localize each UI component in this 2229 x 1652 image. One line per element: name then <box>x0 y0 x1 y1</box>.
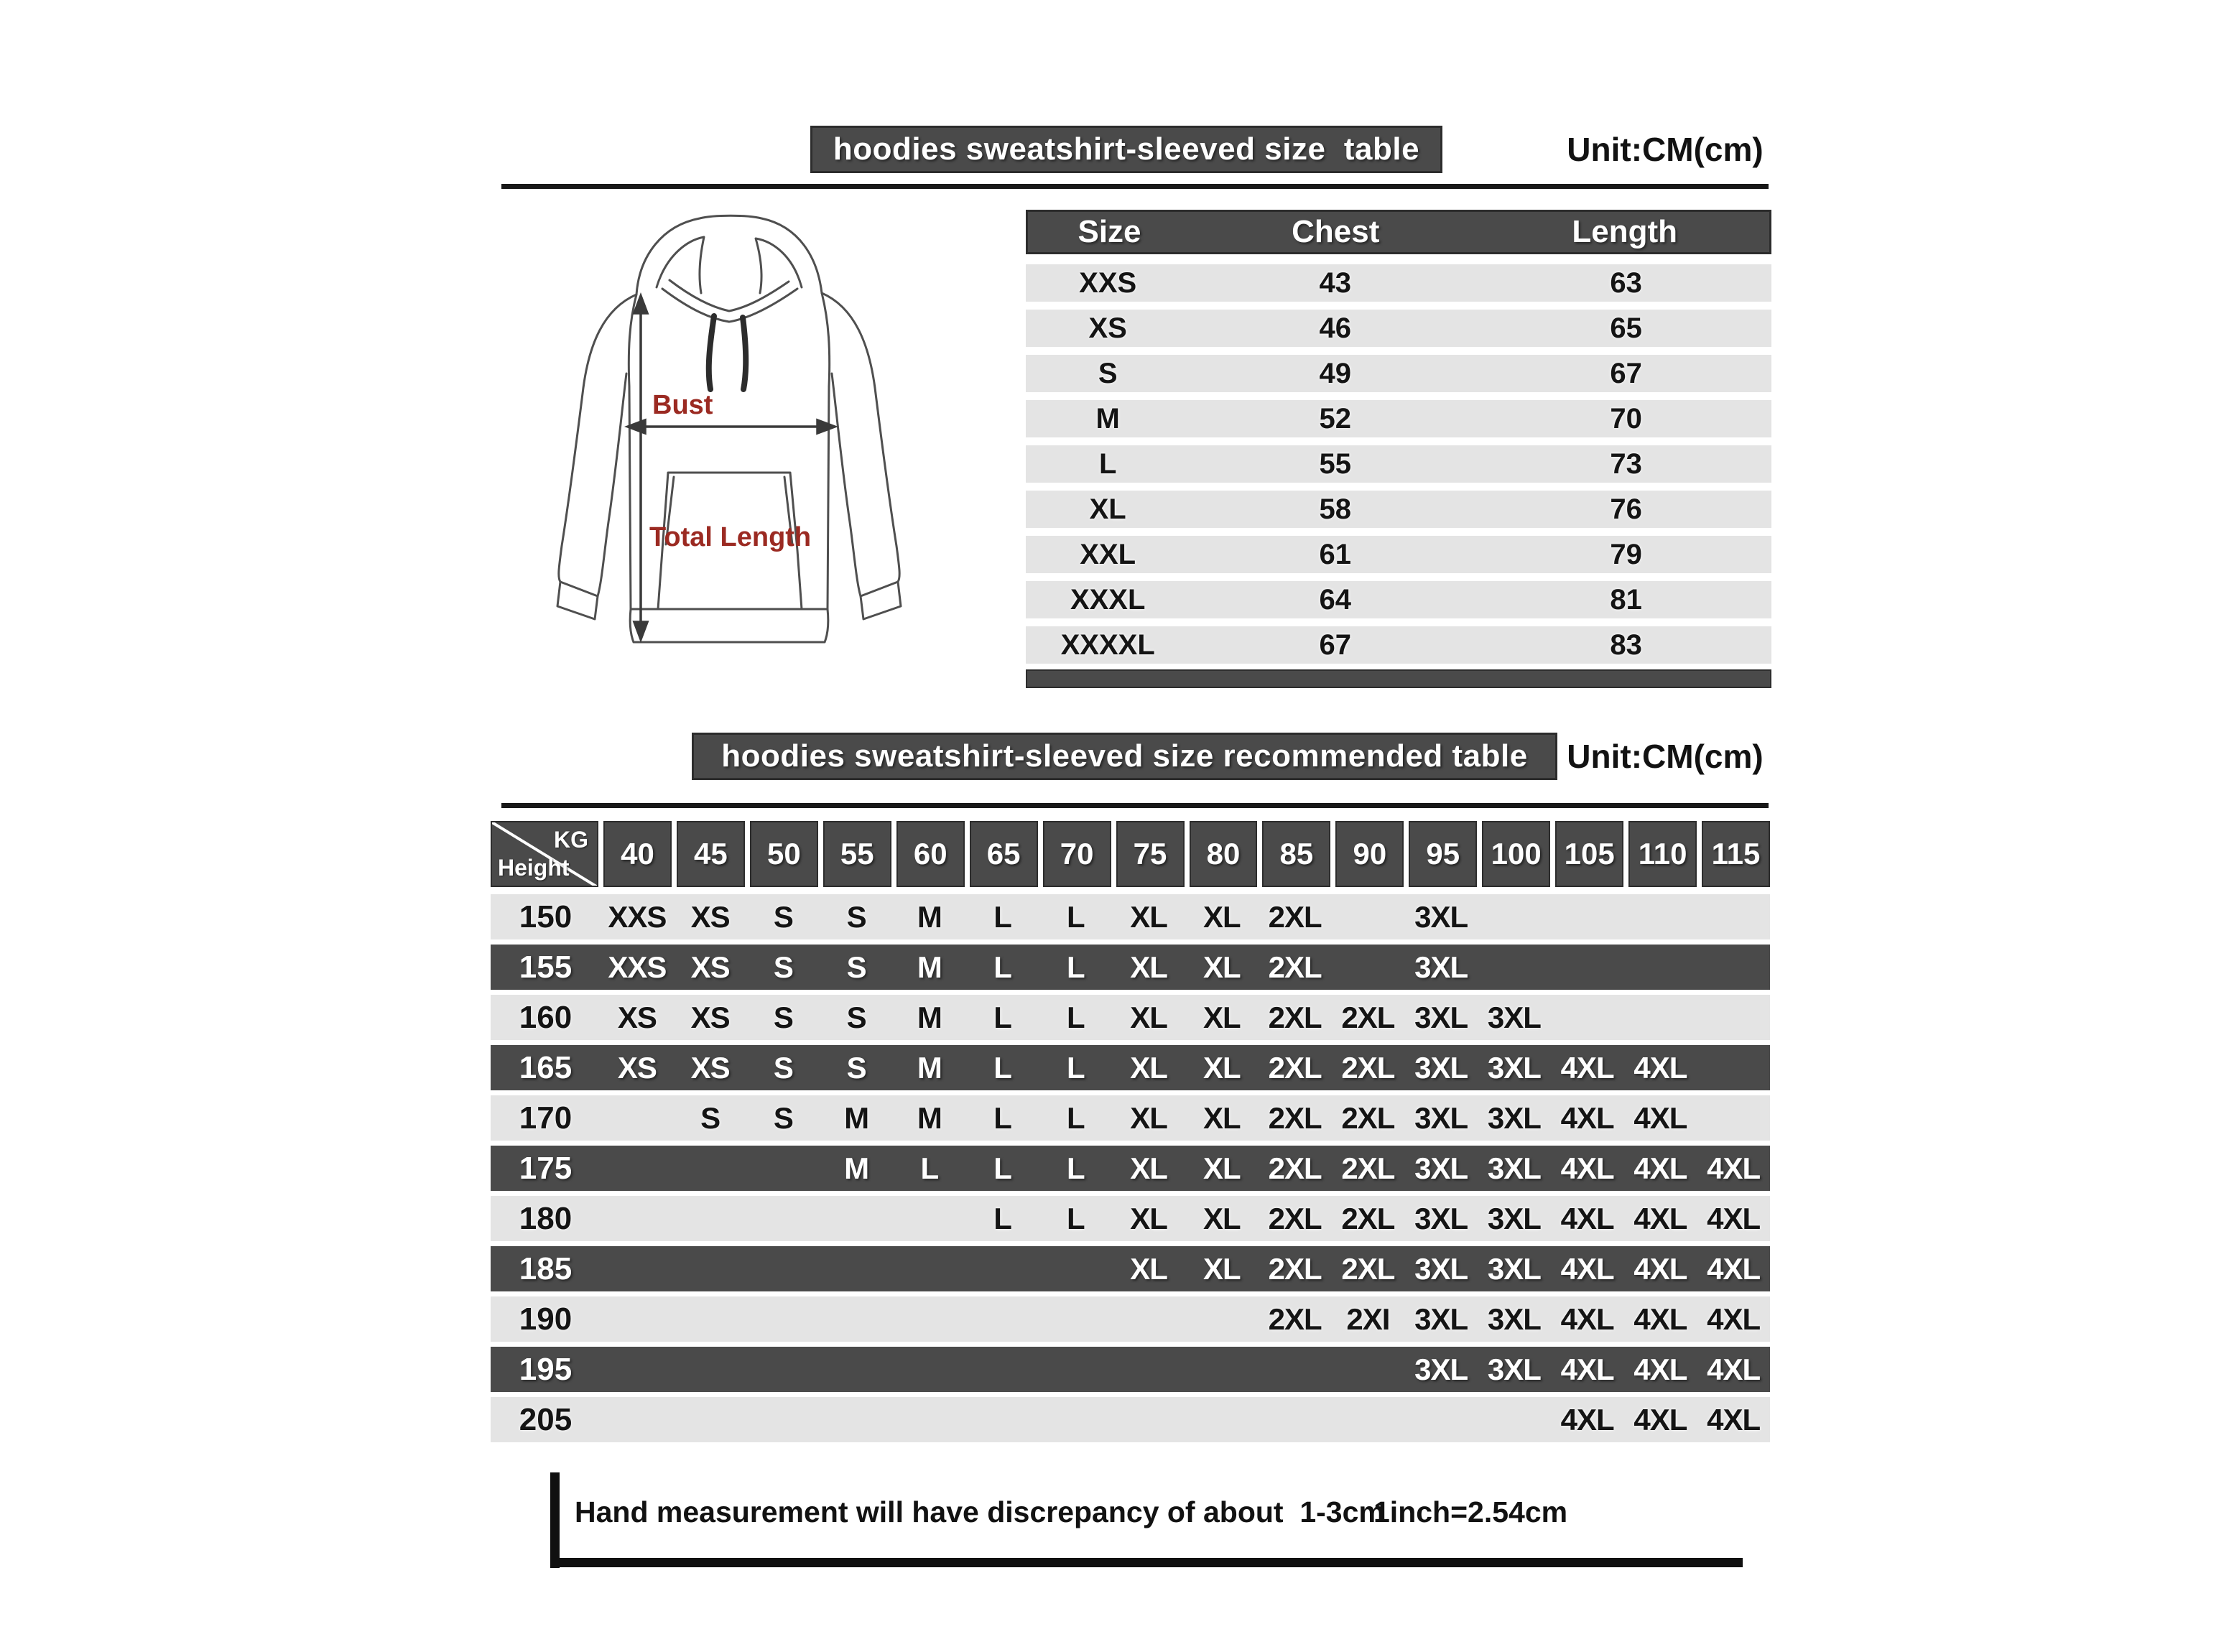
matrix-row <box>491 1045 1770 1090</box>
height-label: Height <box>498 855 570 881</box>
matrix-cell: 4XL <box>1633 1301 1687 1336</box>
matrix-cell: L <box>920 1151 939 1185</box>
matrix-row <box>491 1146 1770 1191</box>
matrix-cell: L <box>993 1201 1011 1235</box>
matrix-cell: 4XL <box>1560 1301 1614 1336</box>
matrix-cell: 3XL <box>1414 1050 1468 1085</box>
matrix-cell: 2XL <box>1268 899 1322 934</box>
matrix-cell: S <box>846 1050 866 1085</box>
matrix-cell: 3XL <box>1487 1251 1541 1286</box>
matrix-cell: 4XL <box>1633 1151 1687 1185</box>
matrix-cell: 4XL <box>1560 1402 1614 1437</box>
matrix-cell: 4XL <box>1707 1352 1761 1386</box>
matrix-cell: 3XL <box>1487 1352 1541 1386</box>
matrix-cell: 4XL <box>1560 1151 1614 1185</box>
size-table-footer-bar <box>1026 669 1771 688</box>
length-cell: 79 <box>1610 538 1642 570</box>
length-cell: 67 <box>1610 357 1642 389</box>
matrix-cell: L <box>1067 950 1085 984</box>
matrix-cell: XL <box>1130 950 1167 984</box>
hood-opening-right <box>756 238 802 293</box>
weight-column-header: 110 <box>1628 821 1697 887</box>
weight-column-header: 60 <box>896 821 965 887</box>
size-table-title-bar <box>810 126 1442 173</box>
recommended-table-title-bar <box>692 733 1557 780</box>
matrix-cell: 3XL <box>1414 1000 1468 1034</box>
chest-cell: 46 <box>1319 312 1352 344</box>
unit-label-top: Unit:CM(cm) <box>1567 131 1764 168</box>
matrix-cell: S <box>846 899 866 934</box>
matrix-cell: L <box>993 950 1011 984</box>
right-sleeve <box>822 293 899 596</box>
footnote-accent-bar <box>550 1472 560 1568</box>
matrix-cell: 3XL <box>1414 950 1468 984</box>
matrix-cell: XS <box>690 1000 730 1034</box>
matrix-cell: 4XL <box>1633 1050 1687 1085</box>
matrix-cell: XL <box>1130 1251 1167 1286</box>
matrix-cell: XS <box>690 1050 730 1085</box>
matrix-cell: 2XL <box>1268 1100 1322 1135</box>
matrix-cell: L <box>1067 1000 1085 1034</box>
matrix-row <box>491 995 1770 1040</box>
size-table-header <box>1026 210 1771 254</box>
matrix-cell: 3XL <box>1414 1100 1468 1135</box>
length-cell: 63 <box>1610 266 1642 299</box>
matrix-cell: L <box>1067 899 1085 934</box>
matrix-cell: 4XL <box>1560 1352 1614 1386</box>
matrix-cell: XL <box>1203 1151 1241 1185</box>
matrix-cell: 3XL <box>1414 1151 1468 1185</box>
size-cell: XXS <box>1079 266 1137 299</box>
matrix-cell: 2XL <box>1341 1151 1395 1185</box>
matrix-cell: S <box>773 1100 793 1135</box>
length-cell: 83 <box>1610 628 1642 661</box>
height-value-cell: 165 <box>519 1049 573 1085</box>
chest-cell: 61 <box>1319 538 1352 570</box>
kg-label: KG <box>554 827 588 853</box>
matrix-cell: S <box>773 1000 793 1034</box>
matrix-row <box>491 894 1770 939</box>
matrix-cell: XL <box>1203 1100 1241 1135</box>
matrix-cell: 3XL <box>1487 1100 1541 1135</box>
size-table-column-header: Size <box>1078 214 1141 249</box>
chest-cell: 55 <box>1319 447 1352 480</box>
size-table-title: hoodies sweatshirt-sleeved size table <box>833 131 1420 167</box>
matrix-cell: 2XL <box>1341 1100 1395 1135</box>
matrix-cell: L <box>993 1050 1011 1085</box>
size-table-row <box>1026 536 1771 573</box>
matrix-cell: XL <box>1203 1050 1241 1085</box>
body-left-edge <box>629 294 636 609</box>
weight-column-header: 40 <box>603 821 672 887</box>
matrix-cell: S <box>773 899 793 934</box>
matrix-cell: M <box>844 1100 869 1135</box>
height-value-cell: 170 <box>519 1100 573 1136</box>
matrix-cell: 3XL <box>1487 1000 1541 1034</box>
matrix-cell: 3XL <box>1414 1301 1468 1336</box>
matrix-cell: 3XL <box>1414 899 1468 934</box>
matrix-cell: M <box>917 899 942 934</box>
matrix-header-row <box>491 821 1770 887</box>
size-table-row <box>1026 264 1771 302</box>
matrix-cell: M <box>917 1000 942 1034</box>
matrix-row <box>491 1196 1770 1241</box>
hood-outline <box>636 215 822 294</box>
size-cell: S <box>1098 357 1118 389</box>
body-right-edge <box>822 293 830 609</box>
length-cell: 70 <box>1610 402 1642 435</box>
matrix-cell: 3XL <box>1487 1301 1541 1336</box>
length-cell: 73 <box>1610 447 1642 480</box>
matrix-cell: 2XL <box>1341 1201 1395 1235</box>
collar-v-line <box>662 289 797 322</box>
matrix-cell: L <box>993 1000 1011 1034</box>
matrix-cell: XS <box>690 950 730 984</box>
matrix-cell: S <box>846 1000 866 1034</box>
size-cell: XS <box>1088 312 1127 344</box>
size-table-column-header: Length <box>1572 214 1678 249</box>
matrix-cell: XL <box>1130 1000 1167 1034</box>
matrix-cell: 4XL <box>1633 1100 1687 1135</box>
hood-opening-left <box>657 237 704 293</box>
matrix-cell: L <box>1067 1100 1085 1135</box>
matrix-cell: 4XL <box>1560 1050 1614 1085</box>
divider-line-middle <box>501 803 1769 808</box>
height-value-cell: 195 <box>519 1351 573 1387</box>
matrix-cell: M <box>917 1100 942 1135</box>
weight-column-header: 75 <box>1116 821 1185 887</box>
weight-column-header: 105 <box>1555 821 1623 887</box>
height-value-cell: 180 <box>519 1200 573 1236</box>
matrix-cell: XL <box>1130 1050 1167 1085</box>
matrix-cell: XL <box>1130 899 1167 934</box>
matrix-cell: 4XL <box>1707 1301 1761 1336</box>
matrix-cell: 4XL <box>1707 1201 1761 1235</box>
matrix-cell: 4XL <box>1560 1201 1614 1235</box>
matrix-cell: 2XL <box>1268 1201 1322 1235</box>
matrix-cell: 3XL <box>1414 1201 1468 1235</box>
height-value-cell: 205 <box>519 1401 573 1437</box>
matrix-cell: L <box>1067 1201 1085 1235</box>
divider-line-top <box>501 184 1769 189</box>
matrix-cell: 2XL <box>1341 1050 1395 1085</box>
size-table-column-header: Chest <box>1292 214 1380 249</box>
recommended-table-title: hoodies sweatshirt-sleeved size recommended table <box>721 738 1528 774</box>
matrix-cell: XS <box>617 1050 657 1085</box>
matrix-cell: XL <box>1130 1100 1167 1135</box>
footnote-underline <box>550 1558 1743 1567</box>
chest-cell: 43 <box>1319 266 1352 299</box>
matrix-cell: S <box>773 1050 793 1085</box>
height-value-cell: 155 <box>519 949 573 985</box>
kg-height-corner-cell <box>491 821 598 887</box>
hem-band <box>630 609 828 642</box>
height-value-cell: 175 <box>519 1150 573 1186</box>
matrix-cell: S <box>846 950 866 984</box>
matrix-row <box>491 1397 1770 1442</box>
matrix-cell: XS <box>690 899 730 934</box>
matrix-cell: L <box>993 1100 1011 1135</box>
matrix-cell: XL <box>1203 950 1241 984</box>
matrix-row <box>491 945 1770 990</box>
matrix-cell: 2XL <box>1268 1151 1322 1185</box>
matrix-cell: XL <box>1203 1251 1241 1286</box>
matrix-cell: 3XL <box>1487 1201 1541 1235</box>
matrix-cell: 2XL <box>1268 1251 1322 1286</box>
matrix-cell: 2XL <box>1268 950 1322 984</box>
matrix-cell: L <box>1067 1151 1085 1185</box>
chest-cell: 52 <box>1319 402 1352 435</box>
size-measurement-table <box>1026 210 1771 688</box>
weight-column-header: 100 <box>1482 821 1550 887</box>
hoodie-diagram <box>516 207 943 715</box>
matrix-cell: 4XL <box>1707 1251 1761 1286</box>
weight-column-header: 95 <box>1409 821 1477 887</box>
size-table-row <box>1026 355 1771 392</box>
matrix-cell: 4XL <box>1560 1100 1614 1135</box>
size-recommendation-table <box>491 821 1770 1447</box>
size-cell: XL <box>1089 493 1126 525</box>
weight-column-header: 80 <box>1190 821 1258 887</box>
matrix-cell: 2XL <box>1268 1301 1322 1336</box>
size-table-row <box>1026 491 1771 528</box>
weight-column-header: 50 <box>750 821 818 887</box>
footnote-text: Hand measurement will have discrepancy of about 1-3cm <box>575 1495 1385 1528</box>
chest-cell: 67 <box>1319 628 1352 661</box>
height-value-cell: 185 <box>519 1250 573 1286</box>
height-value-cell: 160 <box>519 999 573 1035</box>
size-cell: XXXL <box>1070 583 1146 616</box>
length-cell: 76 <box>1610 493 1642 525</box>
size-cell: XXL <box>1080 538 1136 570</box>
matrix-cell: XL <box>1203 1000 1241 1034</box>
matrix-cell: 2XL <box>1268 1050 1322 1085</box>
size-cell: XXXXL <box>1060 628 1155 661</box>
matrix-cell: 3XL <box>1414 1352 1468 1386</box>
weight-column-header: 115 <box>1702 821 1770 887</box>
height-value-cell: 150 <box>519 899 573 934</box>
matrix-cell: XL <box>1203 899 1241 934</box>
weight-column-header: 70 <box>1043 821 1111 887</box>
chest-cell: 49 <box>1319 357 1352 389</box>
length-cell: 81 <box>1610 583 1642 616</box>
matrix-cell: 2XL <box>1268 1000 1322 1034</box>
chest-cell: 64 <box>1319 583 1352 616</box>
height-value-cell: 190 <box>519 1301 573 1337</box>
matrix-cell: 2XL <box>1341 1000 1395 1034</box>
matrix-row <box>491 1347 1770 1392</box>
unit-label-middle: Unit:CM(cm) <box>1567 738 1764 775</box>
matrix-cell: 4XL <box>1707 1402 1761 1437</box>
size-table-row <box>1026 581 1771 618</box>
matrix-cell: XL <box>1203 1201 1241 1235</box>
drawstrings <box>709 316 746 389</box>
size-table-row <box>1026 400 1771 437</box>
size-table-row <box>1026 626 1771 664</box>
size-cell: L <box>1098 447 1117 480</box>
matrix-cell: L <box>1067 1050 1085 1085</box>
matrix-cell: M <box>917 1050 942 1085</box>
left-sleeve <box>559 294 636 596</box>
weight-column-header: 65 <box>970 821 1038 887</box>
matrix-cell: 4XL <box>1560 1251 1614 1286</box>
matrix-cell: L <box>993 899 1011 934</box>
matrix-cell: 2XI <box>1346 1301 1390 1336</box>
weight-column-header: 85 <box>1262 821 1330 887</box>
matrix-cell: 4XL <box>1633 1402 1687 1437</box>
size-table-row <box>1026 445 1771 483</box>
matrix-cell: 3XL <box>1414 1251 1468 1286</box>
matrix-cell: M <box>917 950 942 984</box>
matrix-cell: L <box>993 1151 1011 1185</box>
matrix-cell: 3XL <box>1487 1151 1541 1185</box>
size-table-row <box>1026 310 1771 347</box>
matrix-cell: 2XL <box>1341 1251 1395 1286</box>
matrix-cell: XL <box>1130 1151 1167 1185</box>
weight-column-header: 55 <box>823 821 891 887</box>
matrix-row <box>491 1246 1770 1291</box>
matrix-cell: 4XL <box>1633 1352 1687 1386</box>
total-length-label: Total Length <box>649 522 812 552</box>
weight-column-header: 45 <box>677 821 745 887</box>
matrix-row <box>491 1296 1770 1342</box>
matrix-cell: XS <box>617 1000 657 1034</box>
bust-label: Bust <box>652 390 713 420</box>
matrix-rows <box>491 894 1770 1442</box>
matrix-cell: M <box>844 1151 869 1185</box>
weight-column-header: 90 <box>1335 821 1404 887</box>
matrix-cell: XXS <box>608 899 667 934</box>
matrix-cell: 4XL <box>1633 1251 1687 1286</box>
length-cell: 65 <box>1610 312 1642 344</box>
size-table-rows <box>1026 264 1771 664</box>
chest-cell: 58 <box>1319 493 1352 525</box>
matrix-cell: 4XL <box>1633 1201 1687 1235</box>
matrix-row <box>491 1095 1770 1141</box>
matrix-cell: 4XL <box>1707 1151 1761 1185</box>
footnote-conversion: 1inch=2.54cm <box>1373 1495 1568 1528</box>
matrix-cell: XL <box>1130 1201 1167 1235</box>
matrix-cell: S <box>773 950 793 984</box>
matrix-cell: 3XL <box>1487 1050 1541 1085</box>
matrix-cell: S <box>700 1100 720 1135</box>
size-cell: M <box>1095 402 1120 435</box>
matrix-cell: XXS <box>608 950 667 984</box>
